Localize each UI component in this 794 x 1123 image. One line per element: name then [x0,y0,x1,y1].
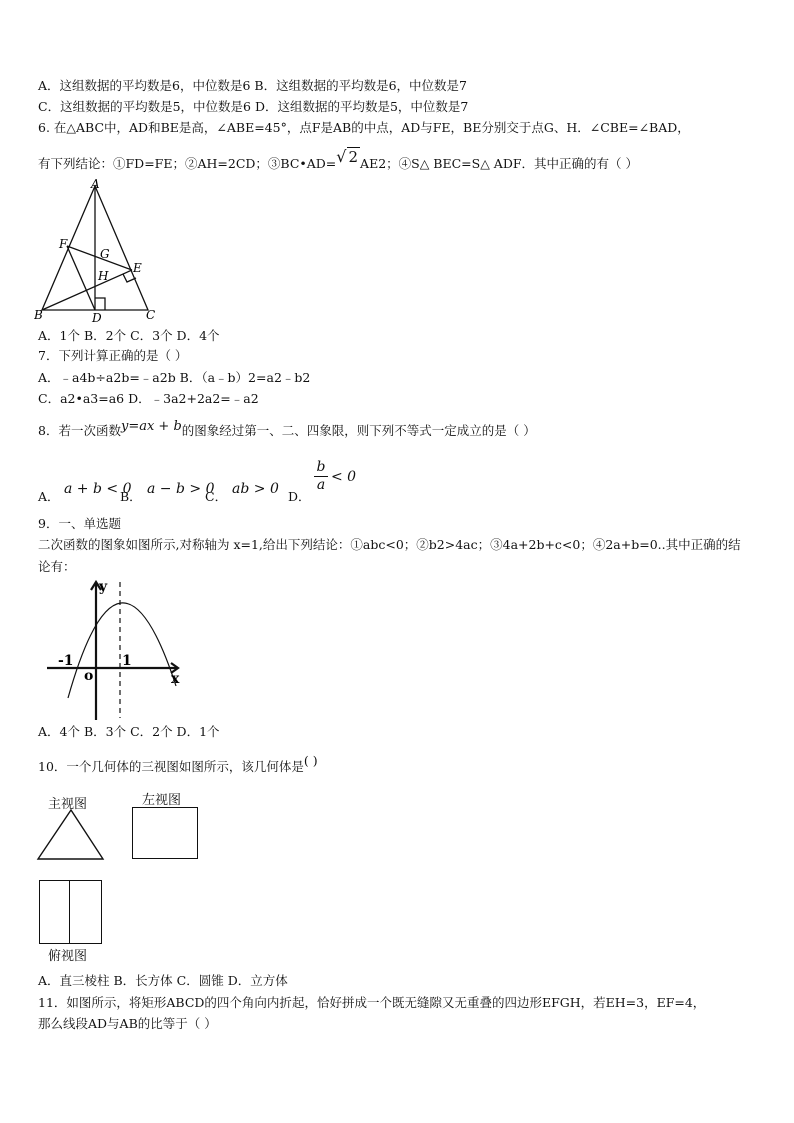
q8-opt-d-relation: < 0 [331,469,357,485]
origin-label: o [84,668,94,684]
q11-stem-line1: 11．如图所示，将矩形ABCD的四个角向内折起，恰好拼成一个既无缝隙又无重叠的四边形EFGH，若EH=3，EF=4， [38,995,706,1010]
q8-stem [38,419,536,441]
q9-title: 9．一、单选题 [38,516,121,531]
tick-1-label: 1 [122,653,132,669]
triangle-figure [34,176,164,324]
q5-options-line1: A．这组数据的平均数是6，中位数是6 B．这组数据的平均数是6，中位数是7 [38,78,467,93]
label-A: A [91,177,100,191]
y-axis-label: y [99,579,108,595]
label-D: D [92,311,102,324]
x-axis-label: x [171,671,180,687]
q9-options: A．4个 B．3个 C．2个 D．1个 [38,724,220,739]
sqrt-radicand: 2 [348,148,359,166]
q8-function: y=ax + b [120,419,182,434]
left-view-caption: 左视图 [142,793,182,808]
q9-stem-line2: 论有： [38,559,76,574]
q6-stem-part2: AE2；④S△ BEC=S△ ADF．其中正确的有（ ） [360,156,638,171]
q8-opt-d-denominator: a [316,477,326,493]
q5-options-line2: C．这组数据的平均数是5，中位数是6 D．这组数据的平均数是5，中位数是7 [38,99,469,114]
q6-stem-line1: 6. 在△ABC中，AD和BE是高，∠ABE=45°，点F是AB的中点，AD与FE，BE分别交于点G、H．∠CBE=∠BAD， [38,120,690,135]
q8-opt-d-label: D． [288,489,311,504]
label-E: E [133,261,142,275]
q10-stem-text: 10．一个几何体的三视图如图所示，该几何体是 [38,759,304,774]
label-C: C [146,308,156,322]
q8-opt-d-numerator: b [314,459,328,477]
parabola-graph [40,576,190,722]
q8-opt-a: a + b < 0 [64,481,132,497]
q7-options-line1: A．﹣a4b÷a2b=﹣a2b B．（a﹣b）2=a2﹣b2 [38,370,311,385]
q10-stem [38,753,318,776]
left-view-rectangle [132,807,198,859]
q7-options-line2: C．a2•a3=a6 D．﹣3a2+2a2=﹣a2 [38,391,259,406]
top-view-divider [69,880,70,944]
label-G: G [100,247,110,261]
sqrt-symbol: √ [336,147,347,166]
q8-opt-c: ab > 0 [232,481,279,497]
top-view-rectangle [39,880,102,944]
q6-options: A．1个 B．2个 C．3个 D．4个 [38,328,220,343]
q8-opt-d-fraction [314,459,328,494]
q11-stem-line2: 那么线段AD与AB的比等于（ ） [38,1016,217,1031]
q10-paren: ( ) [303,753,318,768]
q8-opt-a-label: A． [38,489,60,504]
q8-stem-part1: 8．若一次函数 [38,423,121,438]
label-H: H [98,269,109,283]
q8-opt-b-label: B． [120,489,142,504]
label-B: B [34,308,43,322]
q6-stem-line2 [38,147,638,173]
q7-stem: 7．下列计算正确的是（ ） [38,348,188,363]
tick-neg1-label: -1 [58,653,74,669]
top-view-caption: 俯视图 [48,949,88,964]
q10-options: A．直三棱柱 B．长方体 C．圆锥 D．立方体 [38,973,288,988]
q8-options [38,480,418,512]
q8-stem-part2: 的图象经过第一、二、四象限，则下列不等式一定成立的是（ ） [181,423,536,438]
front-view-triangle [36,808,106,862]
q8-opt-c-label: C． [205,489,228,504]
label-F: F [59,237,68,251]
q8-opt-b: a − b > 0 [147,481,215,497]
front-view-caption: 主视图 [48,797,88,812]
q9-stem-line1: 二次函数的图象如图所示,对称轴为 x=1,给出下列结论：①abc<0；②b2>4ac；③4a+2b+c<0；④2a+b=0..其中正确的结 [38,537,741,552]
q6-stem-part1: 有下列结论：①FD=FE；②AH=2CD；③BC•AD= [38,156,337,171]
